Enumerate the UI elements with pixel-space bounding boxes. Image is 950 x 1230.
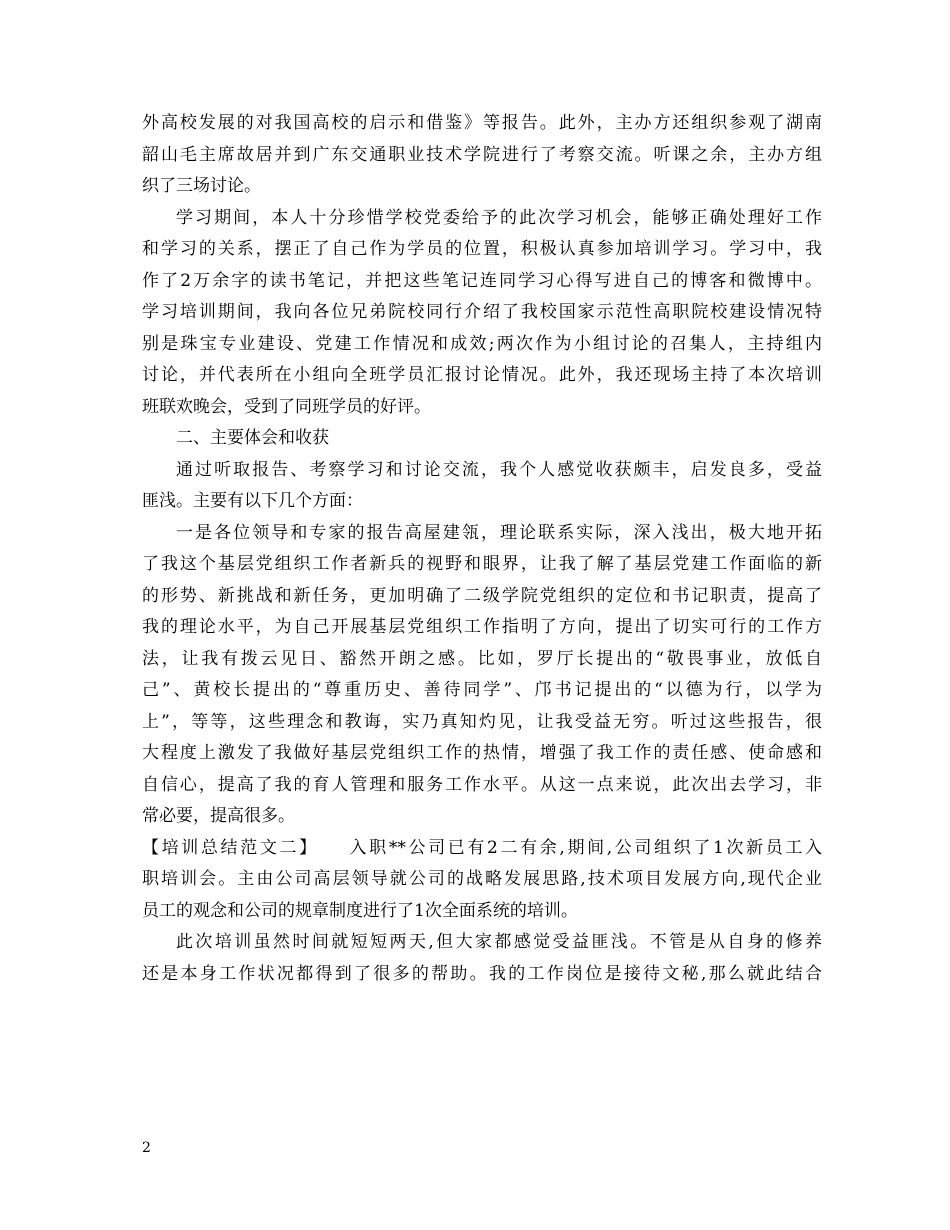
text-line: 韶山毛主席故居并到广东交通职业技术学院进行了考察交流。听课之余，主办方组 — [142, 144, 822, 165]
text-line: 我的理论水平，为自己开展基层党组织工作指明了方向，提出了切实可行的工作方 — [142, 617, 822, 637]
text-line: 作了2万余字的读书笔记，并把这些笔记连同学习心得写进自己的博客和微博中。 — [142, 270, 822, 291]
text-line: 班联欢晚会，受到了同班学员的好评。 — [142, 396, 431, 417]
page-number: 2 — [142, 1140, 151, 1156]
text-line: 此次培训虽然时间就短短两天,但大家都感觉受益匪浅。不管是从自身的修养 — [176, 932, 822, 952]
text-line: 职培训会。主由公司高层领导就公司的战略发展思路,技术项目发展方向,现代企业 — [142, 869, 822, 889]
text-line: 学习期间，本人十分珍惜学校党委给予的此次学习机会，能够正确处理好工作 — [176, 207, 822, 228]
text-line: 匪浅。主要有以下几个方面： — [142, 491, 363, 511]
text-line: 己”、黄校长提出的“尊重历史、善待同学”、邝书记提出的“以德为行，以学为 — [142, 680, 822, 700]
text-line: 别是珠宝专业建设、党建工作情况和成效;两次作为小组讨论的召集人，主持组内 — [142, 333, 822, 354]
text-line: 还是本身工作状况都得到了很多的帮助。我的工作岗位是接待文秘,那么就此结合 — [142, 963, 822, 984]
text-line: 大程度上激发了我做好基层党组织工作的热情，增强了我工作的责任感、使命感和 — [142, 743, 822, 763]
text-line: 外高校发展的对我国高校的启示和借鉴》等报告。此外，主办方还组织参观了湖南 — [142, 113, 822, 133]
text-line: 织了三场讨论。 — [142, 176, 261, 196]
text-line: 通过听取报告、考察学习和讨论交流，我个人感觉收获颇丰，启发良多，受益 — [176, 459, 822, 480]
section-title-line: 【培训总结范文二】 入职**公司已有2二有余,期间,公司组织了1次新员工入 — [142, 837, 822, 858]
text-line: 法，让我有拨云见日、豁然开朗之感。比如，罗厅长提出的“敬畏事业，放低自 — [142, 648, 822, 669]
text-line: 上”，等等，这些理念和教诲，实乃真知灼见，让我受益无穷。听过这些报告，很 — [142, 711, 822, 732]
text-line: 常必要，提高很多。 — [142, 806, 295, 826]
document-body — [142, 108, 822, 990]
text-line: 的形势、新挑战和新任务，更加明确了二级学院党组织的定位和书记职责，提高了 — [142, 585, 822, 606]
text-line: 一是各位领导和专家的报告高屋建瓴，理论联系实际，深入浅出，极大地开拓 — [176, 522, 822, 543]
text-line: 学习培训期间，我向各位兄弟院校同行介绍了我校国家示范性高职院校建设情况特 — [142, 302, 822, 322]
section-heading: 二、主要体会和收获 — [176, 428, 329, 448]
text-line: 了我这个基层党组织工作者新兵的视野和眼界，让我了解了基层党建工作面临的新 — [142, 554, 822, 574]
text-line: 员工的观念和公司的规章制度进行了1次全面系统的培训。 — [142, 900, 578, 921]
text-line: 讨论，并代表所在小组向全班学员汇报讨论情况。此外，我还现场主持了本次培训 — [142, 365, 822, 385]
text-line: 自信心，提高了我的育人管理和服务工作水平。从这一点来说，此次出去学习，非 — [142, 774, 822, 795]
text-line: 和学习的关系，摆正了自己作为学员的位置，积极认真参加培训学习。学习中，我 — [142, 239, 822, 259]
